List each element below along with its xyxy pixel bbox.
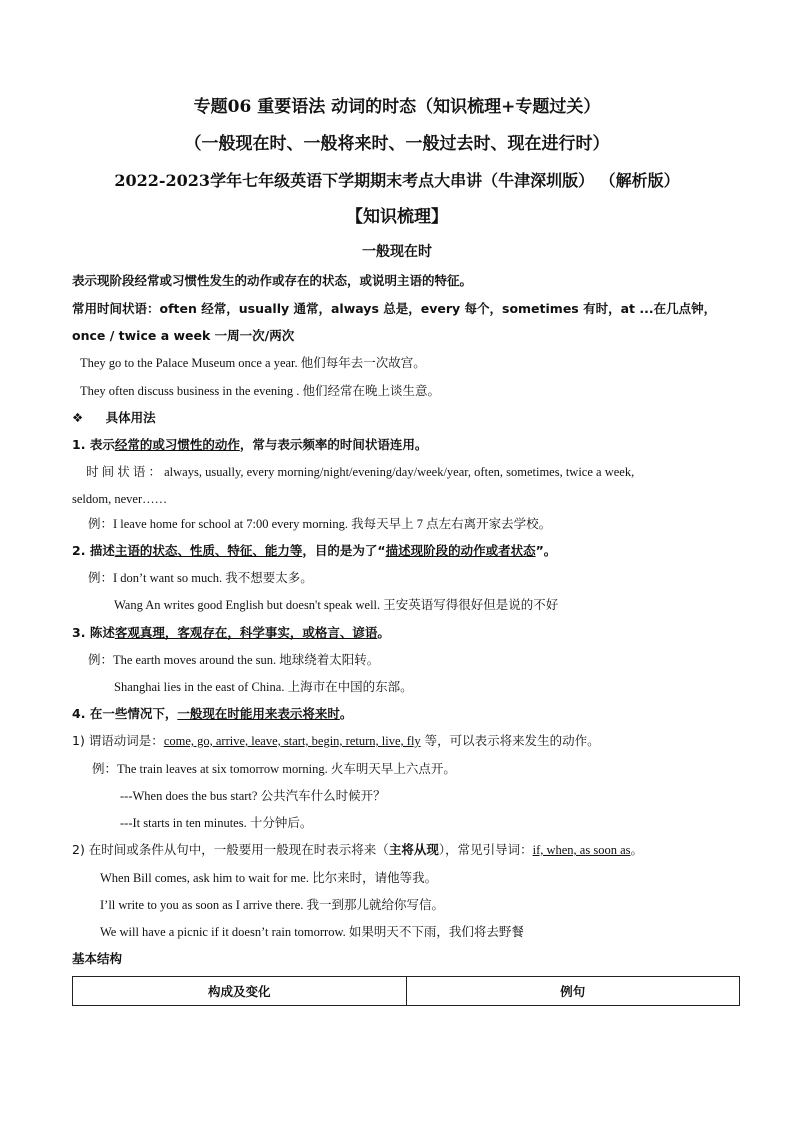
document-series-title: 2022-2023学年七年级英语下学期期末考点大串讲（牛津深圳版） （解析版）: [114, 171, 680, 190]
point-text-underlined: 经常的或习惯性的动作: [114, 437, 240, 452]
sub-2-mid: ），常见引导词：: [438, 842, 533, 857]
point-4-sub-1-example-1: 例：The train leaves at six tomorrow morning. 火车明天早上六点开。: [92, 762, 456, 776]
point-text-pre: 陈述: [89, 625, 115, 640]
point-4-sub-2-example-3: We will have a picnic if it doesn’t rain tomorrow. 如果明天不下雨，我们将去野餐: [100, 925, 524, 939]
point-4-sub-1-example-3: ---It starts in ten minutes. 十分钟后。: [120, 816, 313, 830]
document-title: 专题06 重要语法 动词的时态（知识梳理+专题过关）: [193, 97, 601, 117]
point-text-pre: 在一些情况下，: [89, 706, 178, 721]
document-subtitle: （一般现在时、一般将来时、一般过去时、现在进行时）: [184, 134, 610, 154]
sub-1-pre: 1) 谓语动词是：: [72, 733, 164, 748]
point-text-post: 。: [339, 706, 353, 721]
point-text-pre: 表示: [89, 437, 115, 452]
time-adverbials-line-1: 常用时间状语：often 经常，usually 通常，always 总是，every 每个，sometimes 有时，at ...在几点钟，: [72, 301, 717, 316]
point-text-mid: ，目的是为了“: [302, 543, 386, 558]
point-text-underlined: 主语的状态、性质、特征、能力等: [114, 543, 303, 558]
table-header-cell: 例句: [406, 977, 740, 1006]
usage-heading-label: 具体用法: [105, 410, 156, 425]
usage-heading: [72, 409, 156, 427]
point-2-example-1: 例：I don’t want so much. 我不想要太多。: [88, 571, 313, 585]
sub-2-words: if, when, as soon as: [532, 843, 631, 857]
subsection-heading: 一般现在时: [362, 244, 432, 260]
point-4-sub-1: [72, 732, 600, 750]
intro-example-2: They often discuss business in the evening . 他们经常在晚上谈生意。: [80, 384, 441, 398]
point-1-adverbials-line-1: 时 间 状 语 ： always, usually, every morning/night/evening/day/week/year, often, sometimes, twice a week,: [86, 465, 635, 479]
sub-2-post: 。: [630, 842, 644, 857]
point-text-post: 。: [377, 625, 390, 640]
sub-2-bold: 主将从现: [388, 842, 439, 857]
point-3-example-2: Shanghai lies in the east of China. 上海市在中国的东部。: [114, 680, 413, 694]
usage-point-3: [72, 624, 390, 642]
point-4-sub-2: [72, 841, 643, 859]
point-text-underlined-2: 描述现阶段的动作或者状态: [385, 543, 536, 558]
basic-structure-heading: 基本结构: [72, 951, 123, 966]
section-heading: 【知识梳理】: [346, 207, 448, 227]
intro-example-1: They go to the Palace Museum once a year. 他们每年去一次故宫。: [80, 356, 426, 370]
basic-structure-table: [72, 976, 740, 1006]
definition-text: 表示现阶段经常或习惯性发生的动作或存在的状态，或说明主语的特征。: [72, 273, 473, 288]
point-1-example: 例：I leave home for school at 7:00 every morning. 我每天早上 7 点左右离开家去学校。: [88, 517, 552, 531]
usage-point-2: [72, 542, 556, 560]
point-text-pre: 描述: [89, 543, 115, 558]
point-2-example-2: Wang An writes good English but doesn't speak well. 王安英语写得很好但是说的不好: [114, 598, 559, 612]
point-number: 3.: [72, 625, 86, 640]
table-header-row: [73, 977, 740, 1006]
point-3-example-1: 例：The earth moves around the sun. 地球绕着太阳转。: [88, 653, 380, 667]
point-number: 1.: [72, 437, 86, 452]
sub-1-post: 等，可以表示将来发生的动作。: [420, 733, 600, 748]
sub-1-verbs: come, go, arrive, leave, start, begin, return, live, fly: [163, 734, 421, 748]
point-4-sub-1-example-2: ---When does the bus start? 公共汽车什么时候开？: [120, 789, 386, 803]
point-text-underlined: 客观真理，客观存在，科学事实，或格言、谚语: [114, 625, 378, 640]
point-text-post: ”。: [535, 543, 557, 558]
usage-point-1: [72, 436, 427, 454]
diamond-bullet-icon: ❖: [72, 410, 84, 425]
point-text-post: ，常与表示频率的时间状语连用。: [239, 437, 428, 452]
time-adverbials-line-2: once / twice a week 一周一次/两次: [72, 328, 295, 343]
sub-2-pre: 2) 在时间或条件从句中，一般要用一般现在时表示将来（: [72, 842, 389, 857]
point-text-underlined: 一般现在时能用来表示将来时: [177, 706, 340, 721]
point-4-sub-2-example-1: When Bill comes, ask him to wait for me. 比尔来时，请他等我。: [100, 871, 438, 885]
point-1-adverbials-line-2: seldom, never……: [72, 492, 168, 506]
table-header-cell: 构成及变化: [73, 977, 407, 1006]
point-number: 4.: [72, 706, 86, 721]
point-number: 2.: [72, 543, 86, 558]
point-4-sub-2-example-2: I’ll write to you as soon as I arrive there. 我一到那儿就给你写信。: [100, 898, 445, 912]
usage-point-4: [72, 705, 352, 723]
